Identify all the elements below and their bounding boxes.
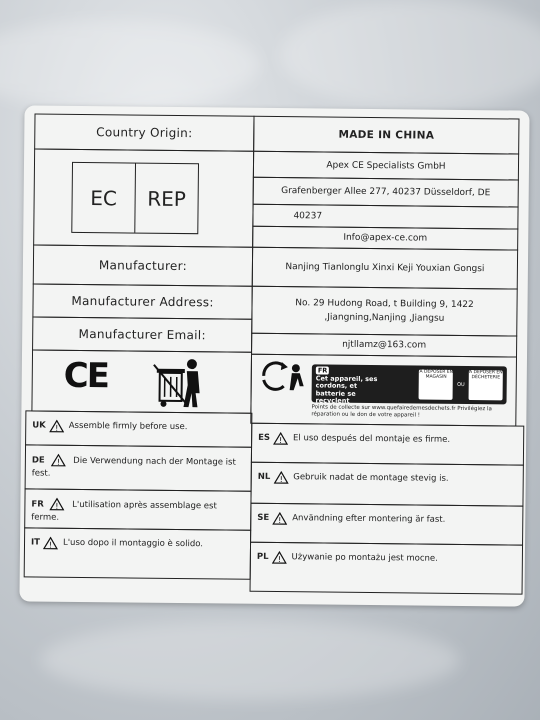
warning-triangle-icon bbox=[273, 471, 288, 484]
warning-de bbox=[25, 444, 252, 491]
manufacturer-value: Nanjing Tianlonglu Xinxi Keji Youxian Gongsi bbox=[252, 247, 518, 290]
warning-triangle-icon bbox=[49, 498, 64, 511]
warning-de-text: Die Verwendung nach der Montage ist fest. bbox=[31, 455, 236, 479]
svg-text:!: ! bbox=[278, 436, 283, 446]
recycle-or: OU bbox=[457, 381, 465, 388]
product-label bbox=[19, 105, 529, 606]
bag-fold-highlight bbox=[40, 620, 460, 700]
warning-nl-code: NL bbox=[257, 471, 271, 482]
warning-uk bbox=[25, 410, 252, 447]
ec-rep-address: Grafenberger Allee 277, 40237 Düsseldorf, DE bbox=[253, 177, 519, 208]
weee-bin-icon bbox=[151, 355, 204, 410]
warning-uk-text: Assemble firmly before use. bbox=[68, 420, 188, 433]
recycle-box-dump: À DÉPOSER EN DÉCHETERIE bbox=[469, 370, 503, 400]
bag-fold-highlight bbox=[0, 20, 260, 110]
bag-fold-highlight bbox=[280, 0, 540, 110]
country-origin-label: Country Origin: bbox=[34, 113, 254, 151]
ec-rep-symbol bbox=[71, 162, 199, 234]
ec-rep-right: REP bbox=[147, 186, 187, 211]
warning-triangle-icon bbox=[50, 454, 65, 467]
warning-fr-code: FR bbox=[31, 499, 44, 510]
warning-es bbox=[251, 423, 524, 466]
warning-de-code: DE bbox=[31, 455, 45, 466]
warning-pl bbox=[250, 542, 524, 595]
recycle-text bbox=[315, 367, 385, 405]
recycle-box-store: À DÉPOSER EN MAGASIN bbox=[419, 370, 453, 400]
recycle-message: Cet appareil, ses cordons, et batterie se recyclent bbox=[315, 373, 378, 405]
warning-nl bbox=[250, 462, 523, 507]
warning-se-text: Användning efter montering är fast. bbox=[292, 513, 446, 525]
ec-rep-company: Apex CE Specialists GmbH bbox=[253, 151, 519, 181]
recycle-footer: Points de collecte sur www.quefairedemesdechets.fr Privilégiez la réparation ou le don de votre appareil ! bbox=[311, 404, 492, 419]
warning-se-code: SE bbox=[257, 512, 270, 523]
warning-triangle-icon bbox=[273, 432, 288, 445]
ec-rep-email: Info@apex-ce.com bbox=[252, 226, 518, 251]
ec-rep-postcode: 40237 bbox=[252, 204, 518, 230]
warning-se bbox=[250, 503, 523, 546]
warning-it-text: L'uso dopo il montaggio è solido. bbox=[62, 537, 204, 550]
manufacturer-email-label: Manufacturer Email: bbox=[32, 316, 252, 352]
warning-uk-code: UK bbox=[32, 420, 46, 431]
svg-text:!: ! bbox=[278, 516, 282, 526]
triman-icon bbox=[260, 360, 310, 393]
warning-es-code: ES bbox=[258, 432, 271, 443]
warning-triangle-icon bbox=[43, 537, 58, 550]
svg-text:!: ! bbox=[54, 423, 58, 433]
warning-it bbox=[24, 527, 252, 579]
svg-text:!: ! bbox=[277, 555, 281, 565]
country-origin-value: MADE IN CHINA bbox=[253, 116, 519, 155]
warning-fr-text: L'utilisation après assemblage est ferme. bbox=[31, 499, 217, 523]
warning-pl-code: PL bbox=[256, 551, 269, 562]
warning-nl-text: Gebruik nadat de montage stevig is. bbox=[293, 472, 449, 484]
svg-text:!: ! bbox=[279, 475, 283, 485]
ec-rep-left: EC bbox=[72, 163, 136, 233]
manufacturer-address-value: No. 29 Hudong Road, t Building 9, 1422 ,Jiangning,Nanjing ,Jiangsu bbox=[251, 286, 517, 337]
ce-mark: CE bbox=[63, 355, 109, 397]
recycle-info-panel bbox=[312, 364, 507, 404]
warning-triangle-icon bbox=[271, 551, 286, 564]
warning-triangle-icon bbox=[49, 420, 64, 433]
svg-text:!: ! bbox=[55, 501, 59, 511]
warning-pl-text: Używanie po montażu jest mocne. bbox=[291, 552, 438, 564]
warning-es-text: El uso después del montaje es firme. bbox=[293, 433, 451, 445]
manufacturer-label: Manufacturer: bbox=[33, 244, 253, 286]
warning-it-code: IT bbox=[30, 537, 41, 548]
manufacturer-address-label: Manufacturer Address: bbox=[32, 283, 252, 319]
manufacturer-email-value: njtllamz@163.com bbox=[251, 333, 517, 358]
warning-fr bbox=[24, 488, 251, 530]
recycle-boxes bbox=[419, 370, 503, 401]
recycle-badge: FR bbox=[317, 366, 328, 375]
warning-triangle-icon bbox=[272, 512, 287, 525]
svg-text:!: ! bbox=[48, 540, 53, 550]
svg-text:!: ! bbox=[56, 457, 60, 467]
